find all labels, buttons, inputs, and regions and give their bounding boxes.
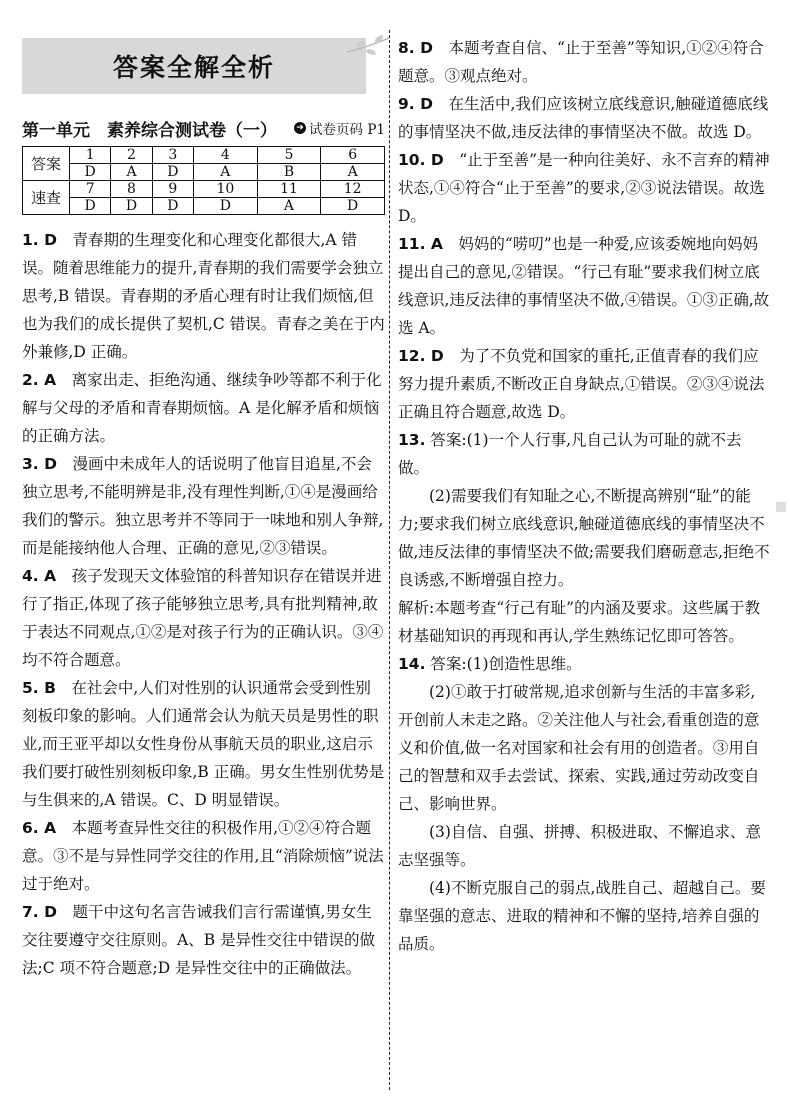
table-cell: 12 <box>321 181 385 198</box>
table-label-top: 答案 <box>23 147 70 181</box>
answer-text: 漫画中未成年人的话说明了他盲目追星,不会独立思考,不能明辨是非,没有理性判断,①④是漫画给我们的警示。独立思考并不等同于一味地和别人争辩,而是能接纳他人合理、正确的意见,②③错误。 <box>22 455 384 557</box>
answer-quick-table <box>22 146 385 215</box>
page-ref-text: 试卷页码 P1 <box>309 122 385 138</box>
answer-number: 13. <box>398 431 426 449</box>
right-answer-list <box>398 34 770 958</box>
branch-icon <box>345 30 393 70</box>
answer-text: 孩子发现天文体验馆的科普知识存在错误并进行了指正,体现了孩子能够独立思考,具有批判精神,敢于表达不同观点,①②是对孩子行为的正确认识。③④均不符合题意。 <box>22 567 384 669</box>
answer-number: 8. D <box>398 39 433 57</box>
q14-part4: (4)不断克服自己的弱点,战胜自己、超越自己。要靠坚强的意志、进取的精神和不懈的坚持,培养自强的品质。 <box>398 879 766 953</box>
answer-text: 妈妈的“唠叨”也是一种爱,应该委婉地向妈妈提出自己的意见,②错误。“行己有耻”要求我们树立底线意识,违反法律的事情坚决不做,④错误。①③正确,故选 A。 <box>398 235 770 337</box>
answer-text: 本题考查异性交往的积极作用,①②④符合题意。③不是与异性同学交往的作用,且“消除烦恼”说法过于绝对。 <box>22 819 384 893</box>
banner-title: 答案全解全析 <box>112 53 275 82</box>
table-cell: 5 <box>257 147 321 164</box>
q14-part1: 答案:(1)创造性思维。 <box>430 655 582 673</box>
page-reference <box>294 118 385 138</box>
answer-item <box>22 562 385 674</box>
answer-item <box>22 366 385 450</box>
unit-header <box>22 114 387 142</box>
table-cell: A <box>111 164 152 181</box>
table-cell: 10 <box>194 181 258 198</box>
answer-item <box>398 230 770 342</box>
table-cell: D <box>152 164 193 181</box>
answer-item <box>22 674 385 814</box>
table-cell: D <box>152 198 193 215</box>
question-14 <box>398 650 770 678</box>
table-cell: D <box>70 164 111 181</box>
table-label-bottom: 速查 <box>23 181 70 215</box>
table-cell: A <box>194 164 258 181</box>
answer-text: 题干中这句名言告诫我们言行需谨慎,男女生交往要遵守交往原则。A、B 是异性交往中错误的做法;C 项不符合题意;D 是异性交往中的正确做法。 <box>22 903 376 977</box>
answer-item <box>398 90 770 146</box>
answer-text: 离家出走、拒绝沟通、继续争吵等都不利于化解与父母的矛盾和青春期烦恼。A 是化解矛盾和烦恼的正确方法。 <box>22 371 382 445</box>
unit-title: 第一单元 素养综合测试卷（一） <box>22 120 277 141</box>
arrow-right-icon: ➜ <box>294 122 306 134</box>
q13-part1: 答案:(1)一个人行事,凡自己认为可耻的就不去做。 <box>398 431 742 477</box>
q13-analysis: 解析:本题考查“行己有耻”的内涵及要求。这些属于教材基础知识的再现和再认,学生熟练记忆即可答答。 <box>398 599 761 645</box>
table-cell: 3 <box>152 147 193 164</box>
column-divider <box>389 30 390 1090</box>
answer-number: 6. A <box>22 819 57 837</box>
table-cell: A <box>257 198 321 215</box>
table-cell: D <box>321 198 385 215</box>
answer-number: 14. <box>398 655 426 673</box>
table-cell: D <box>194 198 258 215</box>
title-banner <box>22 38 366 94</box>
answer-item <box>398 342 770 426</box>
table-cell: 4 <box>194 147 258 164</box>
q14-part2: (2)①敢于打破常规,追求创新与生活的丰富多彩,开创前人未走之路。②关注他人与社会,看重创造的意义和价值,做一名对国家和社会有用的创造者。③用自己的智慧和双手去尝试、探索、实践,通过劳动改变自己、影响世界。 <box>398 683 760 813</box>
answer-number: 1. D <box>22 231 57 249</box>
table-cell: B <box>257 164 321 181</box>
answer-number: 3. D <box>22 455 57 473</box>
answer-text: 青春期的生理变化和心理变化都很大,A 错误。随着思维能力的提升,青春期的我们需要学会独立思考,B 错误。青春期的矛盾心理有时让我们烦恼,但也为我们的成长提供了契机,C 错误。青春之美在于内外兼修,D 正确。 <box>22 231 385 361</box>
answer-text: 为了不负党和国家的重托,正值青春的我们应努力提升素质,不断改正自身缺点,①错误。②③④说法正确且符合题意,故选 D。 <box>398 347 765 421</box>
answer-text: 本题考查自信、“止于至善”等知识,①②④符合题意。③观点绝对。 <box>398 39 764 85</box>
answer-number: 4. A <box>22 567 57 585</box>
answer-number: 11. A <box>398 235 443 253</box>
answer-item <box>22 450 385 562</box>
answer-item <box>398 34 770 90</box>
q14-part3: (3)自信、自强、拼搏、积极进取、不懈追求、意志坚强等。 <box>398 823 761 869</box>
table-cell: 1 <box>70 147 111 164</box>
table-cell: 6 <box>321 147 385 164</box>
table-cell: 11 <box>257 181 321 198</box>
table-cell: 7 <box>70 181 111 198</box>
table-cell: D <box>70 198 111 215</box>
answer-number: 12. D <box>398 347 444 365</box>
answer-number: 5. B <box>22 679 56 697</box>
table-cell: D <box>111 198 152 215</box>
answer-text: 在生活中,我们应该树立底线意识,触碰道德底线的事情坚决不做,违反法律的事情坚决不做。故选 D。 <box>398 95 769 141</box>
question-13 <box>398 426 770 482</box>
answer-number: 2. A <box>22 371 57 389</box>
table-cell: 8 <box>111 181 152 198</box>
answer-text: “止于至善”是一种向往美好、永不言弃的精神状态,①④符合“止于至善”的要求,②③说法错误。故选 D。 <box>398 151 770 225</box>
answer-text: 在社会中,人们对性别的认识通常会受到性别刻板印象的影响。人们通常会认为航天员是男性的职业,而王亚平却以女性身份从事航天员的职业,这启示我们要打破性别刻板印象,B 正确。男女生性别优势是与生俱来的,A 错误。C、D 明显错误。 <box>22 679 385 809</box>
left-answer-list <box>22 226 385 982</box>
answer-item <box>398 146 770 230</box>
answer-number: 7. D <box>22 903 57 921</box>
q13-part2: (2)需要我们有知耻之心,不断提高辨别“耻”的能力;要求我们树立底线意识,触碰道德底线的事情坚决不做,违反法律的事情坚决不做;需要我们磨砺意志,拒绝不良诱惑,不断增强自控力。 <box>398 487 770 589</box>
answer-item <box>22 898 385 982</box>
table-cell: 2 <box>111 147 152 164</box>
page-edge-marker-icon <box>776 500 786 514</box>
answer-item <box>22 814 385 898</box>
table-cell: 9 <box>152 181 193 198</box>
answer-number: 9. D <box>398 95 433 113</box>
table-cell: A <box>321 164 385 181</box>
answer-item <box>22 226 385 366</box>
answer-number: 10. D <box>398 151 444 169</box>
